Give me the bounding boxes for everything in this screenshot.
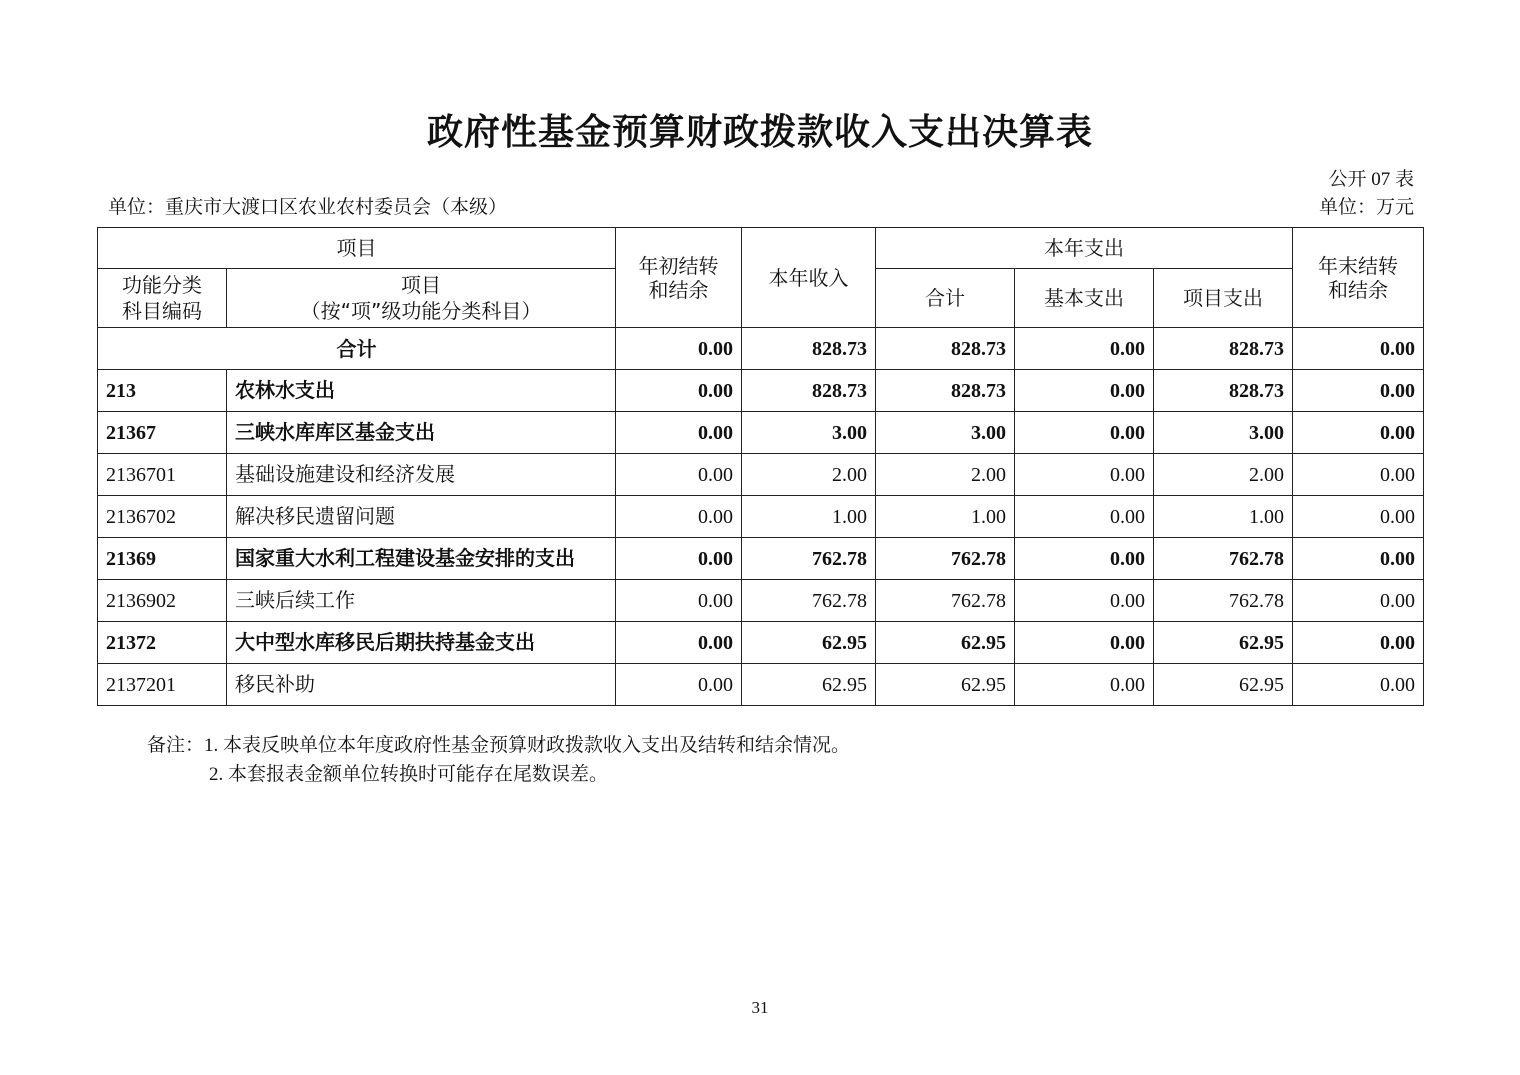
row-expense-total: 762.78 xyxy=(876,580,1015,622)
row-begin: 0.00 xyxy=(616,496,742,538)
row-expense-total: 2.00 xyxy=(876,454,1015,496)
row-begin: 0.00 xyxy=(616,622,742,664)
form-number: 公开 07 表 xyxy=(1328,169,1414,190)
row-income: 828.73 xyxy=(742,370,876,412)
row-name: 大中型水库移民后期扶持基金支出 xyxy=(227,622,616,664)
row-end: 0.00 xyxy=(1293,370,1424,412)
row-end: 0.00 xyxy=(1293,538,1424,580)
header-begin-balance-line1: 年初结转 xyxy=(638,253,719,278)
row-name: 国家重大水利工程建设基金安排的支出 xyxy=(227,538,616,580)
row-expense-basic: 0.00 xyxy=(1015,622,1154,664)
table-row xyxy=(98,370,1424,412)
budget-table xyxy=(97,227,1424,706)
note-line-2 xyxy=(147,760,850,789)
row-end: 0.00 xyxy=(1293,412,1424,454)
row-income: 62.95 xyxy=(742,664,876,706)
row-name: 农林水支出 xyxy=(227,370,616,412)
row-end: 0.00 xyxy=(1293,580,1424,622)
row-income: 3.00 xyxy=(742,412,876,454)
row-income: 62.95 xyxy=(742,622,876,664)
header-end-balance-line2: 和结余 xyxy=(1328,277,1389,302)
header-begin-balance-line2: 和结余 xyxy=(648,277,709,302)
row-expense-project: 3.00 xyxy=(1154,412,1293,454)
total-income: 828.73 xyxy=(742,328,876,370)
total-expense-project: 828.73 xyxy=(1154,328,1293,370)
row-name: 三峡水库库区基金支出 xyxy=(227,412,616,454)
total-begin: 0.00 xyxy=(616,328,742,370)
header-expense-project: 项目支出 xyxy=(1154,269,1293,328)
row-code: 21367 xyxy=(98,412,227,454)
currency-unit: 单位：万元 xyxy=(1318,197,1414,218)
total-end: 0.00 xyxy=(1293,328,1424,370)
total-label: 合计 xyxy=(98,328,616,370)
table-row xyxy=(98,538,1424,580)
table-row xyxy=(98,496,1424,538)
page-number: 31 xyxy=(751,998,769,1017)
header-expense-basic: 基本支出 xyxy=(1015,269,1154,328)
row-expense-basic: 0.00 xyxy=(1015,496,1154,538)
row-begin: 0.00 xyxy=(616,664,742,706)
note-line-1 xyxy=(147,731,850,760)
note-2-text: 2. 本套报表金额单位转换时可能存在尾数误差。 xyxy=(209,764,609,785)
header-func-code-line1: 功能分类 xyxy=(122,273,202,297)
row-expense-project: 762.78 xyxy=(1154,538,1293,580)
row-code: 2136902 xyxy=(98,580,227,622)
row-expense-total: 3.00 xyxy=(876,412,1015,454)
row-code: 2137201 xyxy=(98,664,227,706)
row-expense-project: 62.95 xyxy=(1154,664,1293,706)
row-begin: 0.00 xyxy=(616,370,742,412)
row-income: 1.00 xyxy=(742,496,876,538)
row-code: 2136702 xyxy=(98,496,227,538)
table-row xyxy=(98,412,1424,454)
header-item: 项目 xyxy=(98,228,616,269)
row-expense-basic: 0.00 xyxy=(1015,454,1154,496)
row-expense-basic: 0.00 xyxy=(1015,538,1154,580)
table-row xyxy=(98,622,1424,664)
reporting-unit: 单位：重庆市大渡口区农业农村委员会（本级） xyxy=(108,197,508,218)
row-code: 213 xyxy=(98,370,227,412)
row-end: 0.00 xyxy=(1293,664,1424,706)
row-code: 21369 xyxy=(98,538,227,580)
header-income: 本年收入 xyxy=(742,228,876,328)
total-expense-total: 828.73 xyxy=(876,328,1015,370)
row-income: 762.78 xyxy=(742,580,876,622)
row-expense-basic: 0.00 xyxy=(1015,370,1154,412)
row-expense-total: 62.95 xyxy=(876,622,1015,664)
row-begin: 0.00 xyxy=(616,538,742,580)
row-expense-basic: 0.00 xyxy=(1015,664,1154,706)
row-expense-basic: 0.00 xyxy=(1015,580,1154,622)
row-name: 移民补助 xyxy=(227,664,616,706)
header-func-code xyxy=(98,269,227,328)
header-end-balance xyxy=(1293,228,1424,328)
row-name: 基础设施建设和经济发展 xyxy=(227,454,616,496)
note-1-text: 1. 本表反映单位本年度政府性基金预算财政拨款收入支出及结转和结余情况。 xyxy=(204,735,851,756)
total-expense-basic: 0.00 xyxy=(1015,328,1154,370)
row-expense-total: 828.73 xyxy=(876,370,1015,412)
row-end: 0.00 xyxy=(1293,454,1424,496)
row-begin: 0.00 xyxy=(616,580,742,622)
row-expense-total: 1.00 xyxy=(876,496,1015,538)
row-income: 2.00 xyxy=(742,454,876,496)
row-begin: 0.00 xyxy=(616,454,742,496)
page-title: 政府性基金预算财政拨款收入支出决算表 xyxy=(426,112,1093,153)
header-end-balance-line1: 年末结转 xyxy=(1318,253,1399,278)
row-expense-project: 62.95 xyxy=(1154,622,1293,664)
row-end: 0.00 xyxy=(1293,622,1424,664)
row-code: 2136701 xyxy=(98,454,227,496)
row-begin: 0.00 xyxy=(616,412,742,454)
header-item-name xyxy=(227,269,616,328)
table-row xyxy=(98,454,1424,496)
total-row xyxy=(98,328,1424,370)
row-expense-total: 62.95 xyxy=(876,664,1015,706)
row-end: 0.00 xyxy=(1293,496,1424,538)
notes-label: 备注： xyxy=(147,735,205,756)
row-expense-project: 2.00 xyxy=(1154,454,1293,496)
row-expense-project: 828.73 xyxy=(1154,370,1293,412)
header-begin-balance xyxy=(616,228,742,328)
header-expense-total: 合计 xyxy=(876,269,1015,328)
row-expense-total: 762.78 xyxy=(876,538,1015,580)
row-income: 762.78 xyxy=(742,538,876,580)
row-expense-project: 1.00 xyxy=(1154,496,1293,538)
header-func-code-line2: 科目编码 xyxy=(122,299,202,323)
row-expense-project: 762.78 xyxy=(1154,580,1293,622)
table-row xyxy=(98,664,1424,706)
row-expense-basic: 0.00 xyxy=(1015,412,1154,454)
row-name: 解决移民遗留问题 xyxy=(227,496,616,538)
header-item-name-line1: 项目 xyxy=(401,273,441,297)
notes xyxy=(147,731,850,789)
header-item-name-line2: （按“项”级功能分类科目） xyxy=(300,299,542,323)
table-row xyxy=(98,580,1424,622)
row-code: 21372 xyxy=(98,622,227,664)
header-expense: 本年支出 xyxy=(876,228,1293,269)
row-name: 三峡后续工作 xyxy=(227,580,616,622)
